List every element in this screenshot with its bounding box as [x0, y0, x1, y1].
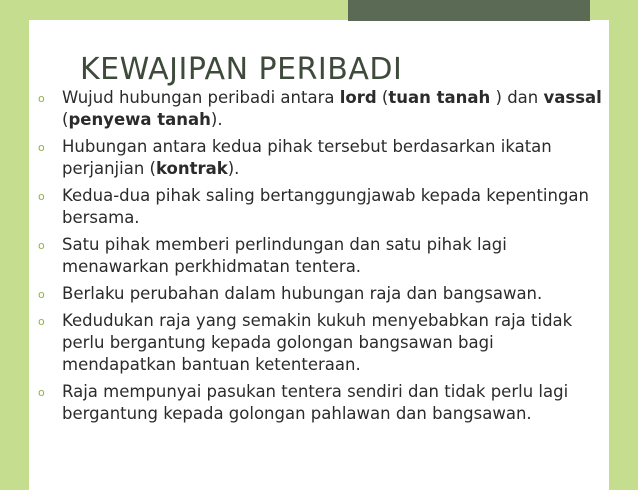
bullet-text: Kedudukan raja yang semakin kukuh menyebabkan raja tidak perlu bergantung kepada golongan bangsawan bagi mendapatkan bantuan ketenteraan. [62, 311, 573, 374]
bullet-list [38, 87, 608, 430]
bullet-item [38, 234, 608, 278]
bullet-marker-icon: o [38, 386, 45, 399]
bullet-text: Raja mempunyai pasukan tentera sendiri dan tidak perlu lagi bergantung kepada golongan pahlawan dan bangsawan. [62, 382, 569, 423]
bullet-item [38, 310, 608, 376]
bullet-item [38, 185, 608, 229]
bold-term: vassal [543, 88, 602, 107]
bullet-text: Wujud hubungan peribadi antara [62, 88, 340, 107]
bullet-text: ). [227, 159, 240, 178]
bullet-marker-icon: o [38, 92, 45, 105]
bullet-marker-icon: o [38, 239, 45, 252]
bold-term: tuan tanah [388, 88, 491, 107]
bullet-text: Berlaku perubahan dalam hubungan raja dan bangsawan. [62, 284, 543, 303]
bullet-marker-icon: o [38, 288, 45, 301]
bullet-marker-icon: o [38, 315, 45, 328]
bullet-text: ) dan [490, 88, 544, 107]
bullet-item [38, 283, 608, 305]
bullet-text: Hubungan antara kedua pihak tersebut berdasarkan ikatan perjanjian ( [62, 137, 552, 178]
bold-term: lord [339, 88, 377, 107]
bullet-text: Satu pihak memberi perlindungan dan satu pihak lagi menawarkan perkhidmatan tentera. [62, 235, 507, 276]
bullet-text: ( [376, 88, 389, 107]
bullet-item [38, 381, 608, 425]
bold-term: kontrak [155, 159, 228, 178]
bullet-item [38, 136, 608, 180]
bullet-text: Kedua-dua pihak saling bertanggungjawab kepada kepentingan bersama. [62, 186, 590, 227]
slide-title: KEWAJIPAN PERIBADI [80, 52, 403, 87]
bullet-item [38, 87, 608, 131]
decorative-corner-box [348, 0, 590, 21]
bullet-text: ). [210, 110, 223, 129]
bullet-text: ( [62, 110, 69, 129]
bullet-marker-icon: o [38, 190, 45, 203]
bold-term: penyewa tanah [68, 110, 211, 129]
bullet-marker-icon: o [38, 141, 45, 154]
